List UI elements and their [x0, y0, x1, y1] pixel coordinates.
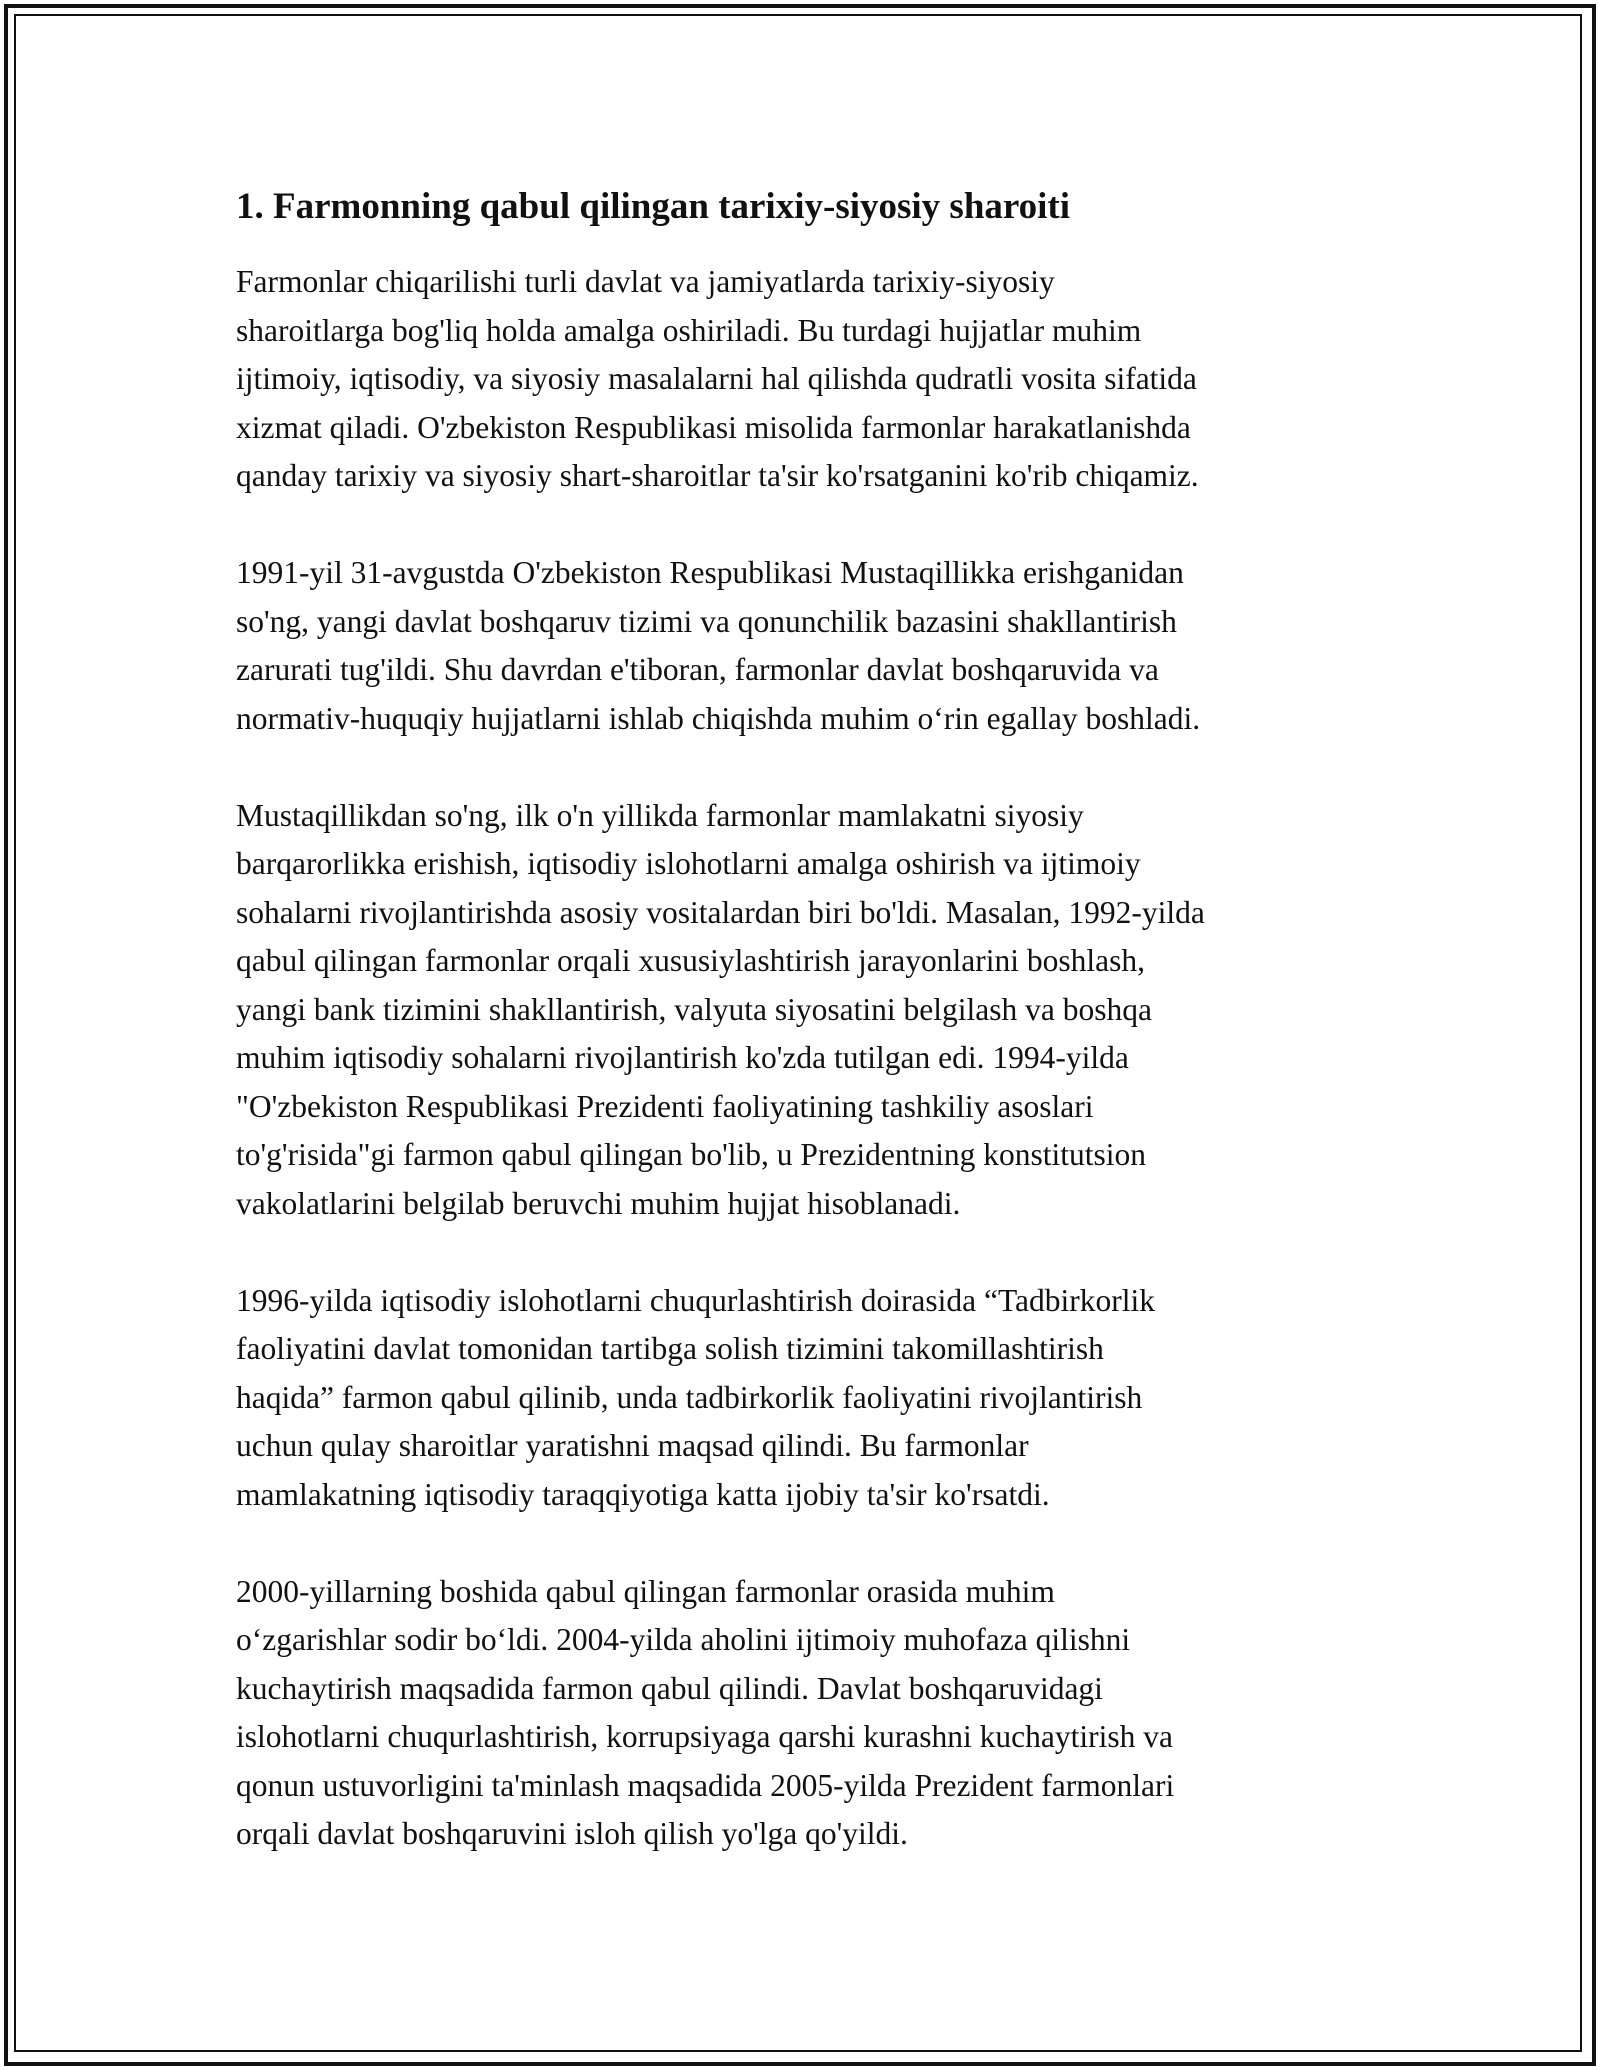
text-line: muhim iqtisodiy sohalarni rivojlantirish ko'zda tutilgan edi. 1994-yilda [236, 1040, 1129, 1075]
text-line: orqali davlat boshqaruvini isloh qilish yo'lga qo'yildi. [236, 1816, 908, 1851]
text-line: uchun qulay sharoitlar yaratishni maqsad qilindi. Bu farmonlar [236, 1428, 1029, 1463]
text-line: xizmat qiladi. O'zbekiston Respublikasi misolida farmonlar harakatlanishda [236, 409, 1191, 445]
text-line: faoliyatini davlat tomonidan tartibga solish tizimini takomillashtirish [236, 1331, 1104, 1366]
text-line: kuchaytirish maqsadida farmon qabul qilindi. Davlat boshqaruvidagi [236, 1670, 1103, 1706]
text-line: haqida” farmon qabul qilinib, unda tadbirkorlik faoliyatini rivojlantirish [236, 1379, 1143, 1415]
text-line: Farmonlar chiqarilishi turli davlat va jamiyatlarda tarixiy-siyosiy [236, 264, 1055, 299]
text-line: qanday tarixiy va siyosiy shart-sharoitlar ta'sir ko'rsatganini ko'rib chiqamiz. [236, 458, 1199, 493]
text-line: mamlakatning iqtisodiy taraqqiyotiga katta ijobiy ta'sir ko'rsatdi. [236, 1476, 1050, 1512]
paragraph-4 [236, 1277, 1376, 1520]
text-line: barqarorlikka erishish, iqtisodiy islohotlarni amalga oshirish va ijtimoiy [236, 846, 1141, 881]
text-line: normativ-huquqiy hujjatlarni ishlab chiqishda muhim o‘rin egallay boshladi. [236, 700, 1201, 736]
section-heading: 1. Farmonning qabul qilingan tarixiy-siyosiy sharoiti [236, 186, 1071, 227]
text-line: qabul qilingan farmonlar orqali xususiylashtirish jarayonlarini boshlash, [236, 943, 1145, 978]
text-line: qonun ustuvorligini ta'minlash maqsadida 2005-yilda Prezident farmonlari [236, 1767, 1175, 1803]
paragraph-1 [236, 258, 1376, 501]
text-line: so'ng, yangi davlat boshqaruv tizimi va qonunchilik bazasini shakllantirish [236, 603, 1177, 639]
text-line: 1991-yil 31-avgustda O'zbekiston Respublikasi Mustaqillikka erishganidan [236, 555, 1184, 590]
text-line: ijtimoiy, iqtisodiy, va siyosiy masalalarni hal qilishda qudratli vosita sifatida [236, 361, 1197, 396]
text-line: "O'zbekiston Respublikasi Prezidenti faoliyatining tashkiliy asoslari [236, 1088, 1094, 1124]
text-line: zarurati tug'ildi. Shu davrdan e'tiboran, farmonlar davlat boshqaruvida va [236, 652, 1159, 687]
paragraph-3 [236, 792, 1376, 1229]
text-line: yangi bank tizimini shakllantirish, valyuta siyosatini belgilash va boshqa [236, 991, 1152, 1027]
text-line: sharoitlarga bog'liq holda amalga oshiriladi. Bu turdagi hujjatlar muhim [236, 312, 1142, 348]
text-line: islohotlarni chuqurlashtirish, korrupsiyaga qarshi kurashni kuchaytirish va [236, 1719, 1173, 1754]
text-line: 1996-yilda iqtisodiy islohotlarni chuqurlashtirish doirasida “Tadbirkorlik [236, 1282, 1156, 1318]
document-body [236, 184, 1376, 1907]
text-line: 2000-yillarning boshida qabul qilingan farmonlar orasida muhim [236, 1573, 1055, 1609]
text-line: to'g'risida"gi farmon qabul qilingan bo'lib, u Prezidentning konstitutsion [236, 1137, 1147, 1172]
paragraph-5 [236, 1568, 1376, 1859]
text-line: o‘zgarishlar sodir bo‘ldi. 2004-yilda aholini ijtimoiy muhofaza qilishni [236, 1622, 1131, 1657]
paragraph-2 [236, 549, 1376, 743]
text-line: sohalarni rivojlantirishda asosiy vositalardan biri bo'ldi. Masalan, 1992-yilda [236, 894, 1205, 930]
text-line: Mustaqillikdan so'ng, ilk o'n yillikda farmonlar mamlakatni siyosiy [236, 797, 1084, 833]
text-line: vakolatlarini belgilab beruvchi muhim hujjat hisoblanadi. [236, 1185, 961, 1221]
